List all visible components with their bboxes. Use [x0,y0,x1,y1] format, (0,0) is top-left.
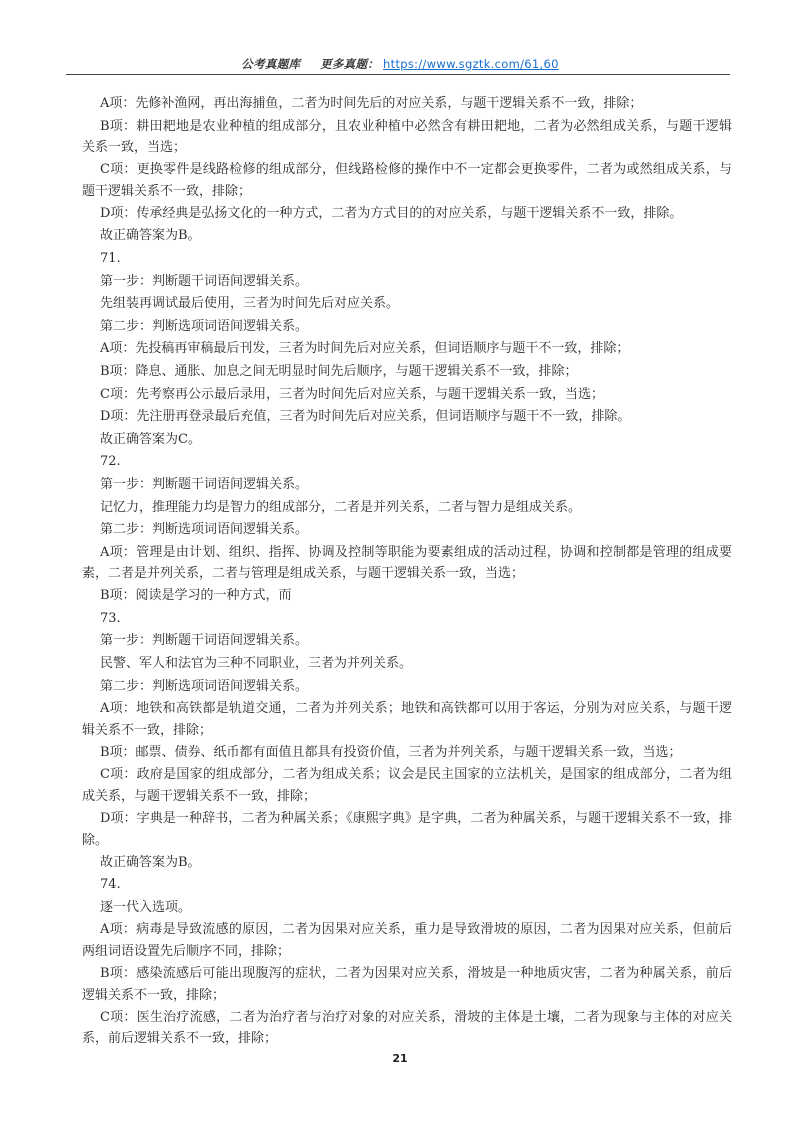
page-number: 21 [392,1052,408,1065]
paragraph: A项：先投稿再审稿最后刊发，三者为时间先后对应关系，但词语顺序与题干不一致，排除； [100,341,630,357]
paragraph: D项：传承经典是弘扬文化的一种方式，二者为方式目的的对应关系，与题干逻辑关系不一致，排除。 [100,205,683,221]
question-number: 74. [100,877,121,893]
paragraph: C项：先考察再公示最后录用，三者为时间先后对应关系，与题干逻辑关系一致，当选； [100,386,604,402]
paragraph: 第一步：判断题干词语间逻辑关系。 [100,273,309,289]
paragraph: 先组装再调试最后使用，三者为时间先后对应关系。 [100,296,400,312]
header-brand: 公考真题库 [241,57,301,71]
paragraph: B项：耕田耙地是农业种植的组成部分，且农业种植中必然含有耕田耙地，二者为必然组成关系，与题干逻辑关系一致，当选； [82,118,732,156]
paragraph: C项：更换零件是线路检修的组成部分，但线路检修的操作中不一定都会更换零件，二者为或然组成关系，与题干逻辑关系不一致，排除； [82,162,732,199]
question-number: 71. [100,250,121,266]
paragraph: C项：政府是国家的组成部分，二者为组成关系；议会是民主国家的立法机关，是国家的组成部分，二者为组成关系，与题干逻辑关系不一致，排除； [82,767,732,805]
question-number: 73. [100,610,121,626]
paragraph: 故正确答案为C。 [100,431,201,447]
paragraph: B项：阅读是学习的一种方式，而 [100,588,292,604]
header-source-label: 更多真题： [320,57,380,71]
paragraph: A项：地铁和高铁都是轨道交通，二者为并列关系；地铁和高铁都可以用于客运，分别为对应关系，与题干逻辑关系不一致，排除； [82,701,732,739]
paragraph: A项：先修补渔网，再出海捕鱼，二者为时间先后的对应关系，与题干逻辑关系不一致，排除； [100,96,643,111]
paragraph: 记忆力，推理能力均是智力的组成部分，二者是并列关系，二者与智力是组成关系。 [100,499,582,515]
paragraph: D项：字典是一种辞书，二者为种属关系；《康熙字典》是字典，二者为种属关系，与题干逻辑关系不一致，排除。 [82,811,732,848]
question-number: 72. [100,454,121,470]
paragraph: D项：先注册再登录最后充值，三者为时间先后对应关系，但词语顺序与题干不一致，排除。 [100,409,631,425]
paragraph: A项：管理是由计划、组织、指挥、协调及控制等职能为要素组成的活动过程，协调和控制都是管理的组成要素，二者是并列关系，二者与管理是组成关系，与题干逻辑关系一致，当选； [82,544,732,582]
paragraph: C项：医生治疗流感，二者为治疗者与治疗对象的对应关系，滑坡的主体是土壤，二者为现象与主体的对应关系，前后逻辑关系不一致，排除； [82,1009,732,1047]
page-header [0,56,800,72]
paragraph: B项：邮票、债券、纸币都有面值且都具有投资价值，三者为并列关系，与题干逻辑关系一致，当选； [100,744,682,760]
paragraph: B项：降息、通胀、加息之间无明显时间先后顺序，与题干逻辑关系不一致，排除； [100,363,578,379]
paragraph: 第二步：判断选项词语间逻辑关系。 [100,318,309,334]
paragraph: 故正确答案为B。 [100,854,201,870]
header-divider [66,74,730,75]
paragraph: B项：感染流感后可能出现腹泻的症状，二者为因果对应关系，滑坡是一种地质灾害，二者为种属关系，前后逻辑关系不一致，排除； [82,966,732,1003]
paragraph: 第一步：判断题干词语间逻辑关系。 [100,633,309,649]
paragraph: 第二步：判断选项词语间逻辑关系。 [100,522,309,538]
paragraph: A项：病毒是导致流感的原因，二者为因果对应关系，重力是导致滑坡的原因，二者为因果对应关系，但前后两组词语设置先后顺序不同，排除； [82,922,732,960]
header-url-link[interactable]: https://www.sgztk.com/61,60 [383,57,559,71]
document-body [82,93,732,1050]
paragraph: 第二步：判断选项词语间逻辑关系。 [100,678,309,694]
paragraph: 逐一代入选项。 [100,899,192,915]
paragraph: 第一步：判断题干词语间逻辑关系。 [100,476,309,492]
paragraph: 民警、军人和法官为三种不同职业，三者为并列关系。 [100,656,413,672]
paragraph: 故正确答案为B。 [100,228,201,244]
